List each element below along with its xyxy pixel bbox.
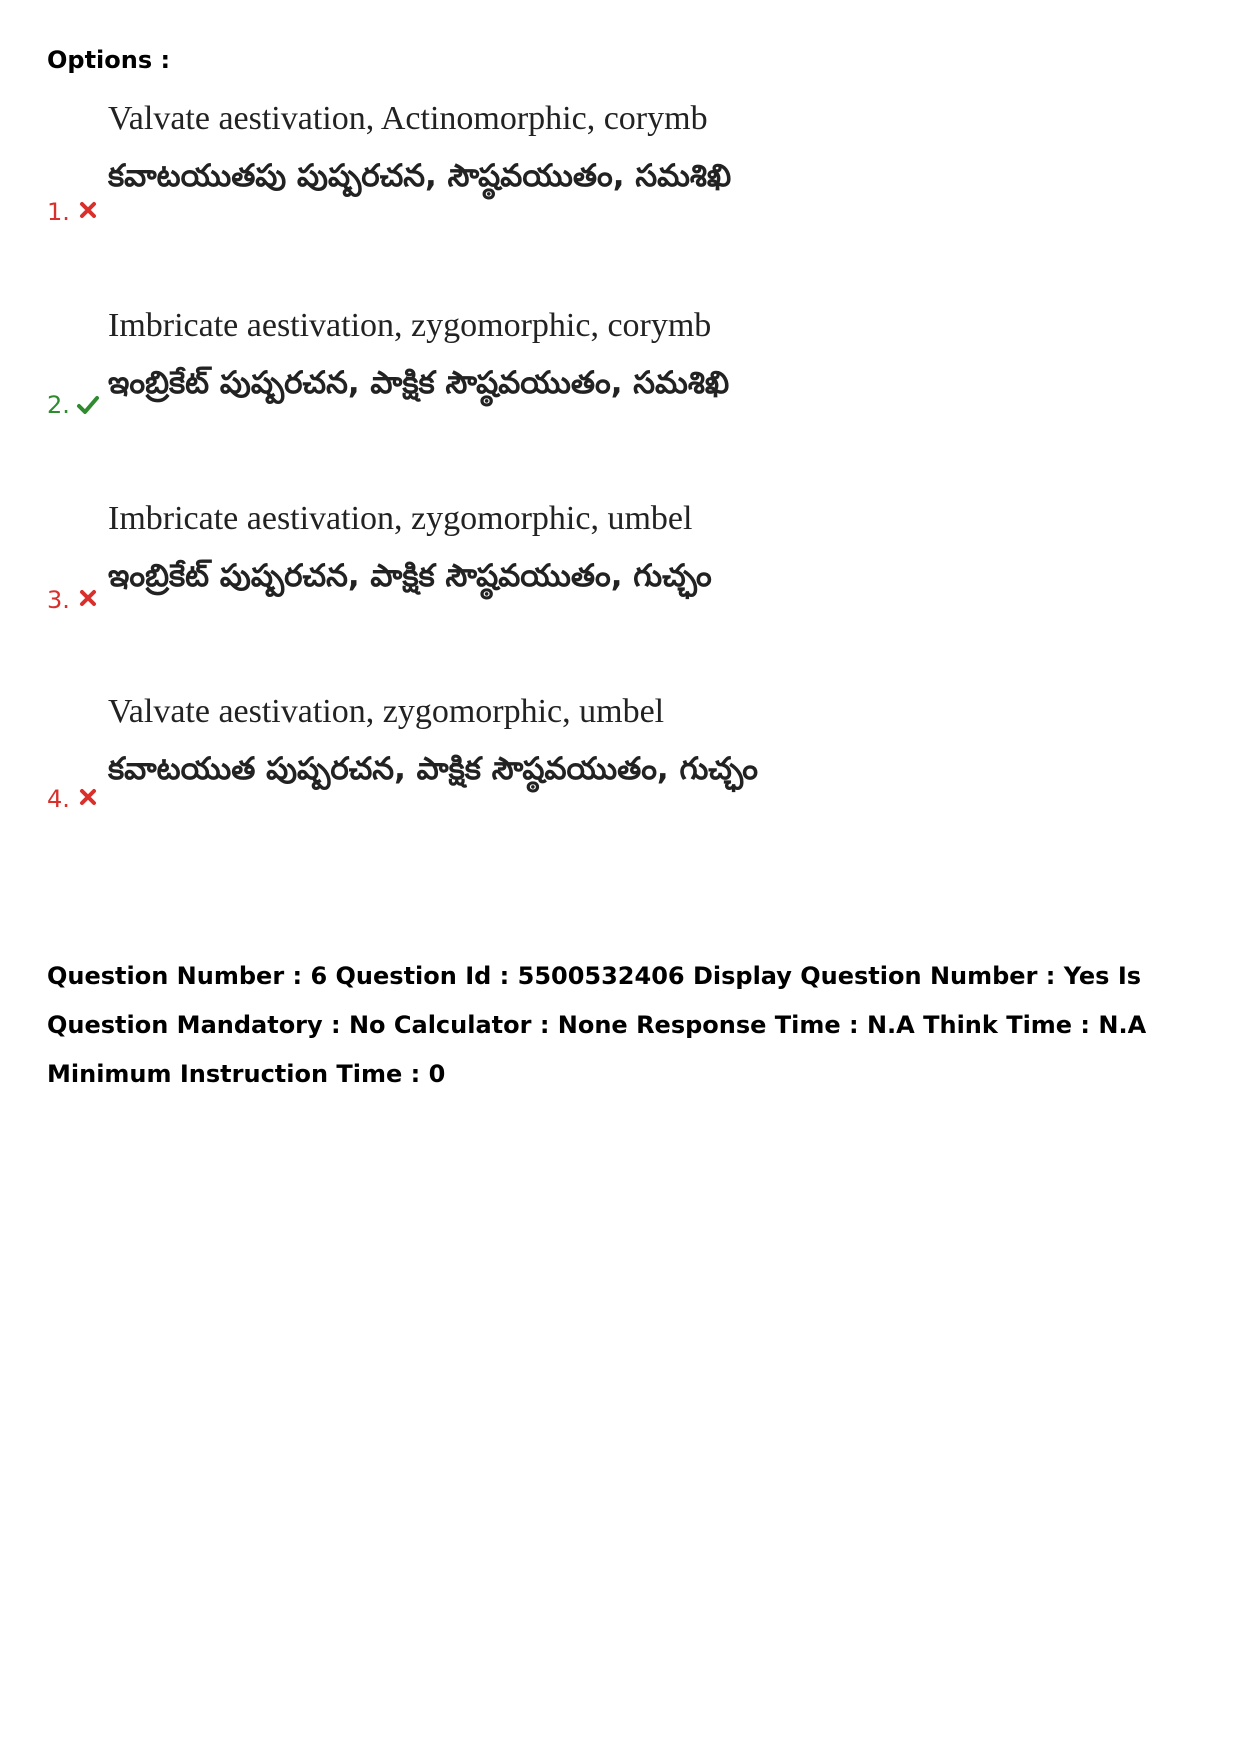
option-1-english: Valvate aestivation, Actinomorphic, corymb <box>108 100 708 137</box>
option-4-number: 4. <box>47 785 70 813</box>
option-1-telugu: కవాటయుతపు పుష్పరచన, సౌష్ఠవయుతం, సమశిఖి <box>108 158 732 194</box>
cross-icon <box>76 198 100 222</box>
option-3-english: Imbricate aestivation, zygomorphic, umbel <box>108 500 693 537</box>
option-4-telugu: కవాటయుత పుష్పరచన, పాక్షిక సౌష్ఠవయుతం, గుచ్ఛం <box>108 751 758 787</box>
cross-icon <box>76 785 100 809</box>
option-2-english: Imbricate aestivation, zygomorphic, corymb <box>108 307 712 344</box>
option-1-number: 1. <box>47 198 70 226</box>
option-3-number: 3. <box>47 586 70 614</box>
option-3-image <box>108 500 868 620</box>
option-2-telugu: ఇంబ్రికేట్ పుష్పరచన, పాక్షిక సౌష్ఠవయుతం, సమశిఖి <box>108 365 730 401</box>
option-4-image <box>108 693 868 813</box>
option-1[interactable] <box>0 100 1240 260</box>
option-3[interactable] <box>0 500 1240 660</box>
option-2[interactable] <box>0 307 1240 467</box>
cross-icon <box>76 586 100 610</box>
option-1-image <box>108 100 868 220</box>
checkmark-icon <box>76 393 100 417</box>
option-2-image <box>108 307 868 427</box>
option-3-telugu: ఇంబ్రికేట్ పుష్పరచన, పాక్షిక సౌష్ఠవయుతం, గుచ్ఛం <box>108 558 712 594</box>
option-4[interactable] <box>0 693 1240 853</box>
question-metadata: Question Number : 6 Question Id : 5500532406 Display Question Number : Yes Is Question Mandatory : No Calculator : None Response Time : N.A Think Time : N.A Minimum Instruction Time : 0 <box>47 962 1147 1088</box>
option-4-english: Valvate aestivation, zygomorphic, umbel <box>108 693 665 730</box>
options-heading: Options : <box>47 46 171 74</box>
option-2-number: 2. <box>47 391 70 419</box>
